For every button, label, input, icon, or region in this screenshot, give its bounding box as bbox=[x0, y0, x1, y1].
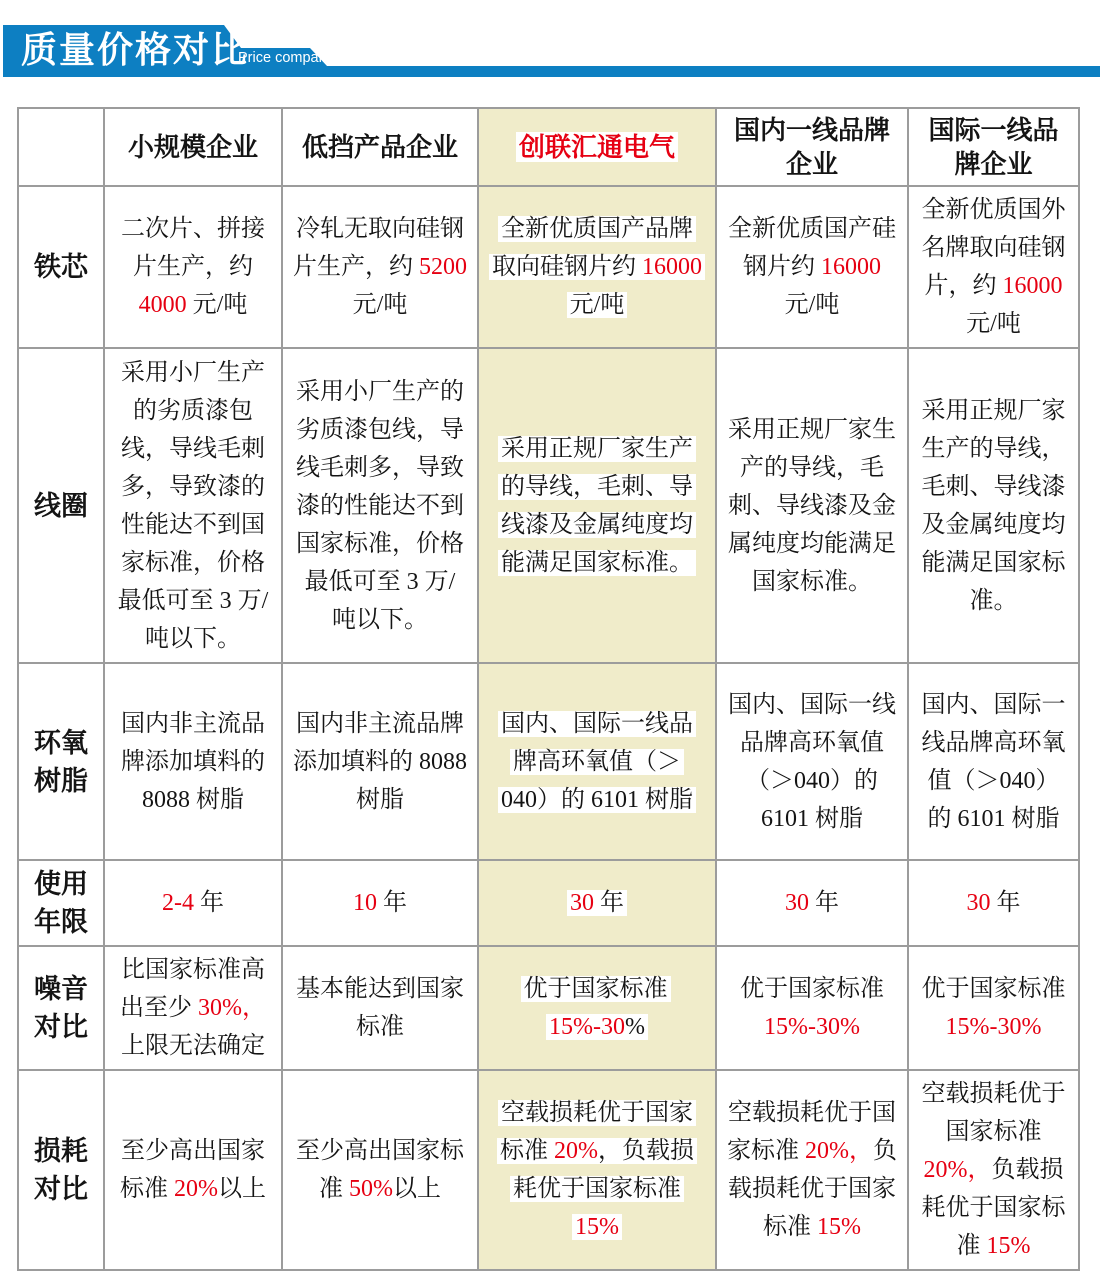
cell-text: 元/吨 bbox=[186, 292, 248, 318]
cell-r3-c1 bbox=[104, 860, 282, 946]
cell-text: 采用正规厂家生产的导线，毛刺、导线漆及金属纯度均能满足国家标准。 bbox=[728, 416, 896, 595]
cell-r0-c1 bbox=[104, 186, 282, 348]
cell-text: 采用正规厂家生产的导线，毛刺、导线漆及金属纯度均能满足国家标准。 bbox=[921, 397, 1066, 614]
cell-text: 比国家标准高出至少 bbox=[120, 957, 265, 1021]
cell-text: 国内、国际一线品牌高环氧值（＞040）的 6101 树脂 bbox=[501, 710, 693, 813]
row-label-4: 噪音对比 bbox=[18, 946, 104, 1070]
cell-r0-c3 bbox=[478, 186, 716, 348]
cell-value-red: 30 bbox=[966, 890, 991, 916]
highlighted-text bbox=[489, 216, 705, 318]
cell-value-red: 2-4 bbox=[162, 890, 194, 916]
cell-text: 优于国家标准 bbox=[740, 976, 884, 1002]
cell-r3-c5 bbox=[908, 860, 1079, 946]
cell-r5-c1 bbox=[104, 1070, 282, 1270]
cell-r1-c4 bbox=[716, 348, 908, 663]
cell-value-red: 20% bbox=[174, 1176, 218, 1202]
cell-text: 负载损耗优于国家标准 bbox=[728, 1138, 897, 1240]
cell-value-red: 20%， bbox=[923, 1157, 992, 1183]
cell-value-red: 30 bbox=[570, 890, 594, 916]
cell-text: 全新优质国产硅钢片约 bbox=[728, 216, 896, 280]
cell-text: 全新优质国外名牌取向硅钢片，约 bbox=[921, 197, 1066, 299]
cell-r4-c3 bbox=[478, 946, 716, 1070]
row-label-5: 损耗对比 bbox=[18, 1070, 104, 1270]
cell-r5-c5 bbox=[908, 1070, 1079, 1270]
cell-r1-c2 bbox=[282, 348, 478, 663]
cell-value-red: 16000 bbox=[821, 254, 881, 280]
cell-text: 至少高出国家标准 bbox=[296, 1138, 464, 1202]
cell-text: 元/吨 bbox=[352, 292, 408, 318]
highlighted-text bbox=[521, 976, 671, 1040]
highlighted-text bbox=[497, 1100, 697, 1240]
cell-r2-c3 bbox=[478, 663, 716, 860]
page-subtitle: Price comparison bbox=[238, 50, 351, 66]
cell-text: 基本能达到国家标准 bbox=[296, 976, 464, 1040]
cell-r4-c5 bbox=[908, 946, 1079, 1070]
cell-value-red: 15% bbox=[817, 1214, 861, 1240]
cell-text: 优于国家标准 bbox=[523, 976, 668, 1002]
cell-text: 国内非主流品牌添加填料的 8088 树脂 bbox=[293, 710, 467, 813]
comparison-table bbox=[17, 107, 1080, 1271]
cell-r1-c1 bbox=[104, 348, 282, 663]
corner-cell bbox=[18, 108, 104, 186]
cell-value-red: 15% bbox=[575, 1214, 619, 1240]
cell-r4-c4 bbox=[716, 946, 908, 1070]
page-banner bbox=[0, 25, 1100, 77]
table-row bbox=[18, 860, 1079, 946]
cell-text: 以上 bbox=[218, 1176, 266, 1202]
cell-r0-c4 bbox=[716, 186, 908, 348]
cell-value-red: 16000 bbox=[642, 254, 702, 280]
cell-r2-c5 bbox=[908, 663, 1079, 860]
column-header-1: 小规模企业 bbox=[104, 108, 282, 186]
column-header-2: 低挡产品企业 bbox=[282, 108, 478, 186]
cell-r2-c4 bbox=[716, 663, 908, 860]
cell-value-red: 15% bbox=[986, 1233, 1031, 1259]
table-row bbox=[18, 1070, 1079, 1270]
cell-text: 国内、国际一线品牌高环氧值（＞040）的 6101 树脂 bbox=[728, 691, 896, 832]
row-label-0: 铁芯 bbox=[18, 186, 104, 348]
row-label-2: 环氧树脂 bbox=[18, 663, 104, 860]
cell-text: 负载损耗优于国家标准 bbox=[921, 1157, 1066, 1259]
highlighted-text bbox=[498, 711, 696, 813]
cell-value-red: 20%， bbox=[805, 1138, 873, 1164]
cell-text: 空载损耗优于国家标准 bbox=[727, 1100, 896, 1164]
cell-text: 采用小厂生产的劣质漆包线，导线毛刺多，导致漆的性能达不到国家标准，价格最低可至 3 万/吨以下。 bbox=[296, 378, 464, 633]
cell-text: 至少高出国家标准 bbox=[120, 1138, 265, 1202]
table-row bbox=[18, 348, 1079, 663]
cell-r3-c4 bbox=[716, 860, 908, 946]
cell-value-red: 10 bbox=[353, 890, 377, 916]
cell-text: 元/吨 bbox=[966, 311, 1021, 337]
cell-text: 空载损耗优于国家标准 bbox=[500, 1100, 693, 1164]
column-header-3 bbox=[478, 108, 716, 186]
cell-value-red: 30%， bbox=[198, 995, 266, 1021]
cell-r2-c2 bbox=[282, 663, 478, 860]
cell-r3-c3 bbox=[478, 860, 716, 946]
cell-r3-c2 bbox=[282, 860, 478, 946]
cell-text: 上限无法确定 bbox=[121, 1033, 265, 1059]
cell-r5-c2 bbox=[282, 1070, 478, 1270]
cell-text: 年 bbox=[809, 890, 839, 916]
table-row bbox=[18, 663, 1079, 860]
cell-text: % bbox=[624, 1014, 645, 1040]
table-body bbox=[18, 186, 1079, 1270]
accent-company-name: 创联汇通电气 bbox=[516, 132, 678, 162]
cell-text: 年 bbox=[377, 890, 407, 916]
cell-text: ，负载损耗优于国家标准 bbox=[513, 1138, 694, 1202]
table-row bbox=[18, 186, 1079, 348]
cell-r1-c3 bbox=[478, 348, 716, 663]
cell-value-red: 5200 bbox=[419, 254, 467, 280]
cell-value-red: 15%-30% bbox=[764, 1014, 860, 1040]
highlighted-text bbox=[498, 436, 696, 576]
cell-text: 元/吨 bbox=[784, 292, 840, 318]
cell-r4-c2 bbox=[282, 946, 478, 1070]
highlighted-text bbox=[567, 890, 627, 916]
page-title: 质量价格对比 bbox=[21, 29, 250, 70]
cell-text: 元/吨 bbox=[569, 292, 625, 318]
cell-text: 优于国家标准 bbox=[921, 976, 1066, 1002]
row-label-1: 线圈 bbox=[18, 348, 104, 663]
cell-text: 年 bbox=[594, 890, 624, 916]
column-header-5: 国际一线品牌企业 bbox=[908, 108, 1079, 186]
cell-r5-c3 bbox=[478, 1070, 716, 1270]
cell-r5-c4 bbox=[716, 1070, 908, 1270]
cell-r2-c1 bbox=[104, 663, 282, 860]
header-row bbox=[18, 108, 1079, 186]
cell-text: 全新优质国产品牌取向硅钢片约 bbox=[492, 216, 693, 280]
cell-text: 以上 bbox=[393, 1176, 441, 1202]
cell-text: 国内、国际一线品牌高环氧值（＞040）的 6101 树脂 bbox=[921, 691, 1066, 832]
column-header-4: 国内一线品牌企业 bbox=[716, 108, 908, 186]
cell-value-red: 20% bbox=[554, 1138, 598, 1164]
cell-text: 采用小厂生产的劣质漆包线，导线毛刺多，导致漆的性能达不到国家标准，价格最低可至 3 万/吨以下。 bbox=[117, 359, 269, 652]
cell-value-red: 4000 bbox=[138, 292, 187, 318]
cell-value-red: 16000 bbox=[1002, 273, 1063, 299]
cell-text: 采用正规厂家生产的导线，毛刺、导线漆及金属纯度均能满足国家标准。 bbox=[501, 435, 693, 576]
row-label-3: 使用年限 bbox=[18, 860, 104, 946]
cell-value-red: 30 bbox=[785, 890, 809, 916]
cell-r1-c5 bbox=[908, 348, 1079, 663]
cell-value-red: 15%-30% bbox=[945, 1014, 1042, 1040]
cell-r0-c5 bbox=[908, 186, 1079, 348]
cell-text: 二次片、拼接片生产，约 bbox=[121, 216, 265, 280]
cell-text: 年 bbox=[990, 890, 1021, 916]
table-header bbox=[18, 108, 1079, 186]
cell-text: 空载损耗优于国家标准 bbox=[921, 1081, 1066, 1145]
cell-r4-c1 bbox=[104, 946, 282, 1070]
cell-text: 冷轧无取向硅钢片生产，约 bbox=[293, 216, 464, 280]
table-row bbox=[18, 946, 1079, 1070]
cell-text: 年 bbox=[194, 890, 224, 916]
cell-value-red: 15%-30 bbox=[549, 1014, 625, 1040]
cell-text: 国内非主流品牌添加填料的 8088 树脂 bbox=[121, 710, 265, 813]
cell-value-red: 50% bbox=[349, 1176, 393, 1202]
cell-r0-c2 bbox=[282, 186, 478, 348]
